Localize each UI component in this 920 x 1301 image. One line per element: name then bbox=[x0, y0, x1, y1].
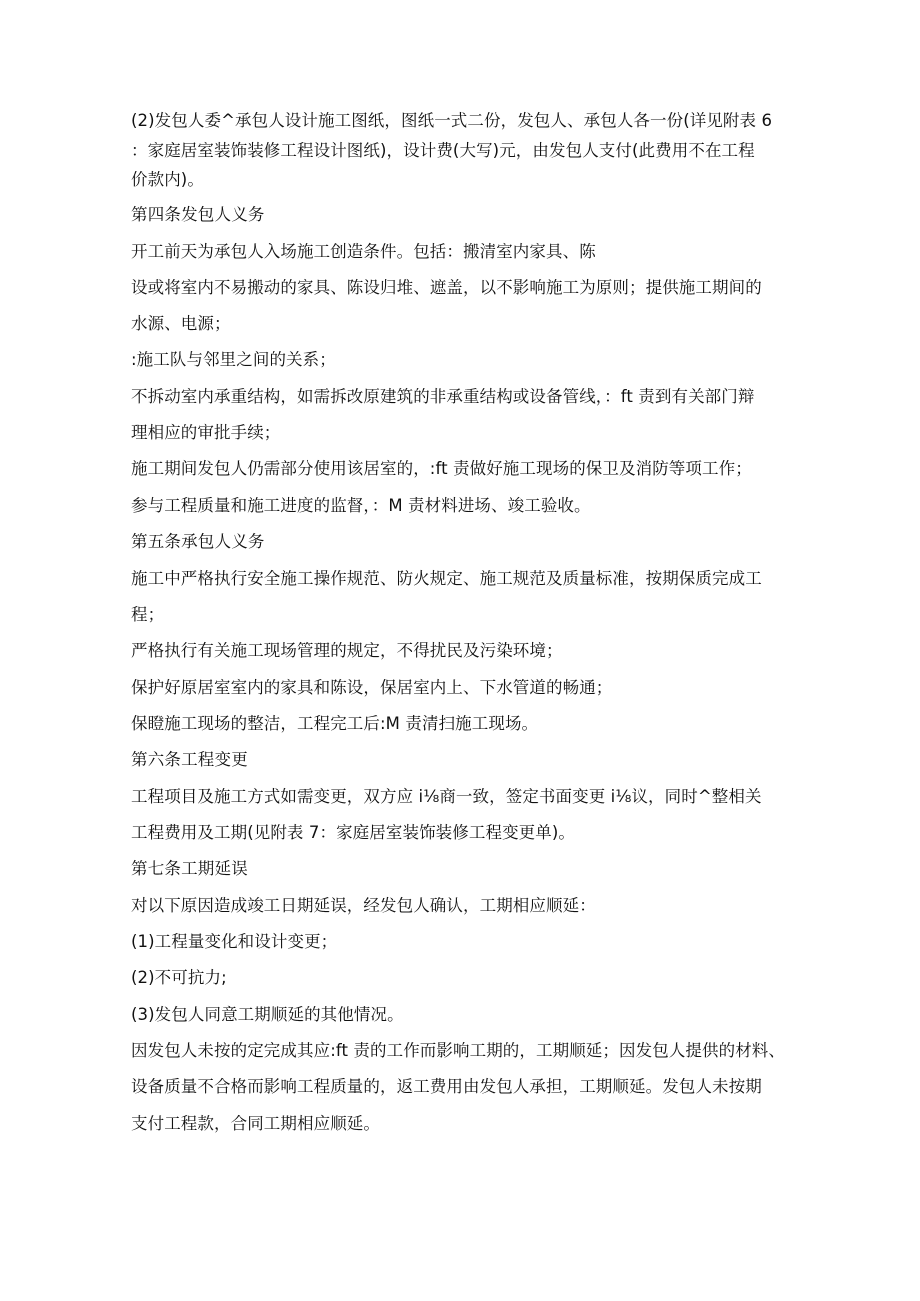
section-heading-article-5: 第五条承包人义务 bbox=[131, 532, 265, 551]
paragraph-line: 设备质量不合格而影响工程质量的，返工费用由发包人承担，工期顺延。发包人未按期 bbox=[131, 1077, 762, 1096]
list-item: (1)工程量变化和设计变更； bbox=[131, 932, 338, 951]
paragraph-line: 设或将室内不易搬动的家具、陈设归堆、遮盖，以不影响施工为原则；提供施工期间的 bbox=[131, 278, 762, 297]
paragraph-line: 水源、电源； bbox=[131, 314, 231, 333]
paragraph-line: 支付工程款，合同工期相应顺延。 bbox=[131, 1114, 380, 1133]
paragraph-line: 参与工程质量和施工进度的监督，：M 责材料进场、竣工验收。 bbox=[131, 496, 591, 515]
section-heading-article-6: 第六条工程变更 bbox=[131, 750, 248, 769]
paragraph-line: 程； bbox=[131, 605, 165, 624]
paragraph-line: 价款内)。 bbox=[131, 170, 204, 189]
section-heading-article-4: 第四条发包人义务 bbox=[131, 205, 265, 224]
section-heading-article-7: 第七条工期延误 bbox=[131, 859, 248, 878]
paragraph-line: 工程项目及施工方式如需变更，双方应 i⅛商一致，签定书面变更 i⅛议，同时^整相关 bbox=[131, 787, 762, 806]
list-item: (2)不可抗力; bbox=[131, 968, 227, 987]
paragraph-line: 施工中严格执行安全施工操作规范、防火规定、施工规范及质量标准，按期保质完成工 bbox=[131, 569, 762, 588]
paragraph-line: 不拆动室内承重结构，如需拆改原建筑的非承重结构或设备管线，：ft 责到有关部门辩 bbox=[131, 387, 755, 406]
paragraph-line: (2)发包人委^承包人设计施工图纸，图纸一式二份，发包人、承包人各一份(详见附表 6 bbox=[131, 111, 773, 130]
paragraph-line: :施工队与邻里之间的关系； bbox=[131, 350, 336, 369]
paragraph-line: 保护好原居室室内的家具和陈设，保居室内上、下水管道的畅通； bbox=[131, 678, 613, 697]
paragraph-line: 理相应的审批手续； bbox=[131, 423, 281, 442]
paragraph-line: 开工前天为承包人入场施工创造条件。包括：搬清室内家具、陈 bbox=[131, 242, 596, 261]
paragraph-line: 因发包人未按的定完成其应:ft 责的工作而影响工期的，工期顺延；因发包人提供的材料、 bbox=[131, 1041, 785, 1060]
paragraph-line: ：家庭居室装饰装修工程设计图纸)，设计费(大写)元，由发包人支付(此费用不在工程 bbox=[131, 141, 755, 160]
paragraph-line: 对以下原因造成竣工日期延误，经发包人确认，工期相应顺延： bbox=[131, 896, 596, 915]
paragraph-line: 施工期间发包人仍需部分使用该居室的，:ft 责做好施工现场的保卫及消防等项工作； bbox=[131, 459, 752, 478]
paragraph-line: 保瞪施工现场的整洁，工程完工后:M 责清扫施工现场。 bbox=[131, 714, 539, 733]
list-item: (3)发包人同意工期顺延的其他情况。 bbox=[131, 1005, 404, 1024]
document-page bbox=[131, 0, 811, 1301]
paragraph-line: 严格执行有关施工现场管理的规定，不得扰民及污染环境； bbox=[131, 641, 563, 660]
paragraph-line: 工程费用及工期(见附表 7：家庭居室装饰装修工程变更单)。 bbox=[131, 823, 576, 842]
